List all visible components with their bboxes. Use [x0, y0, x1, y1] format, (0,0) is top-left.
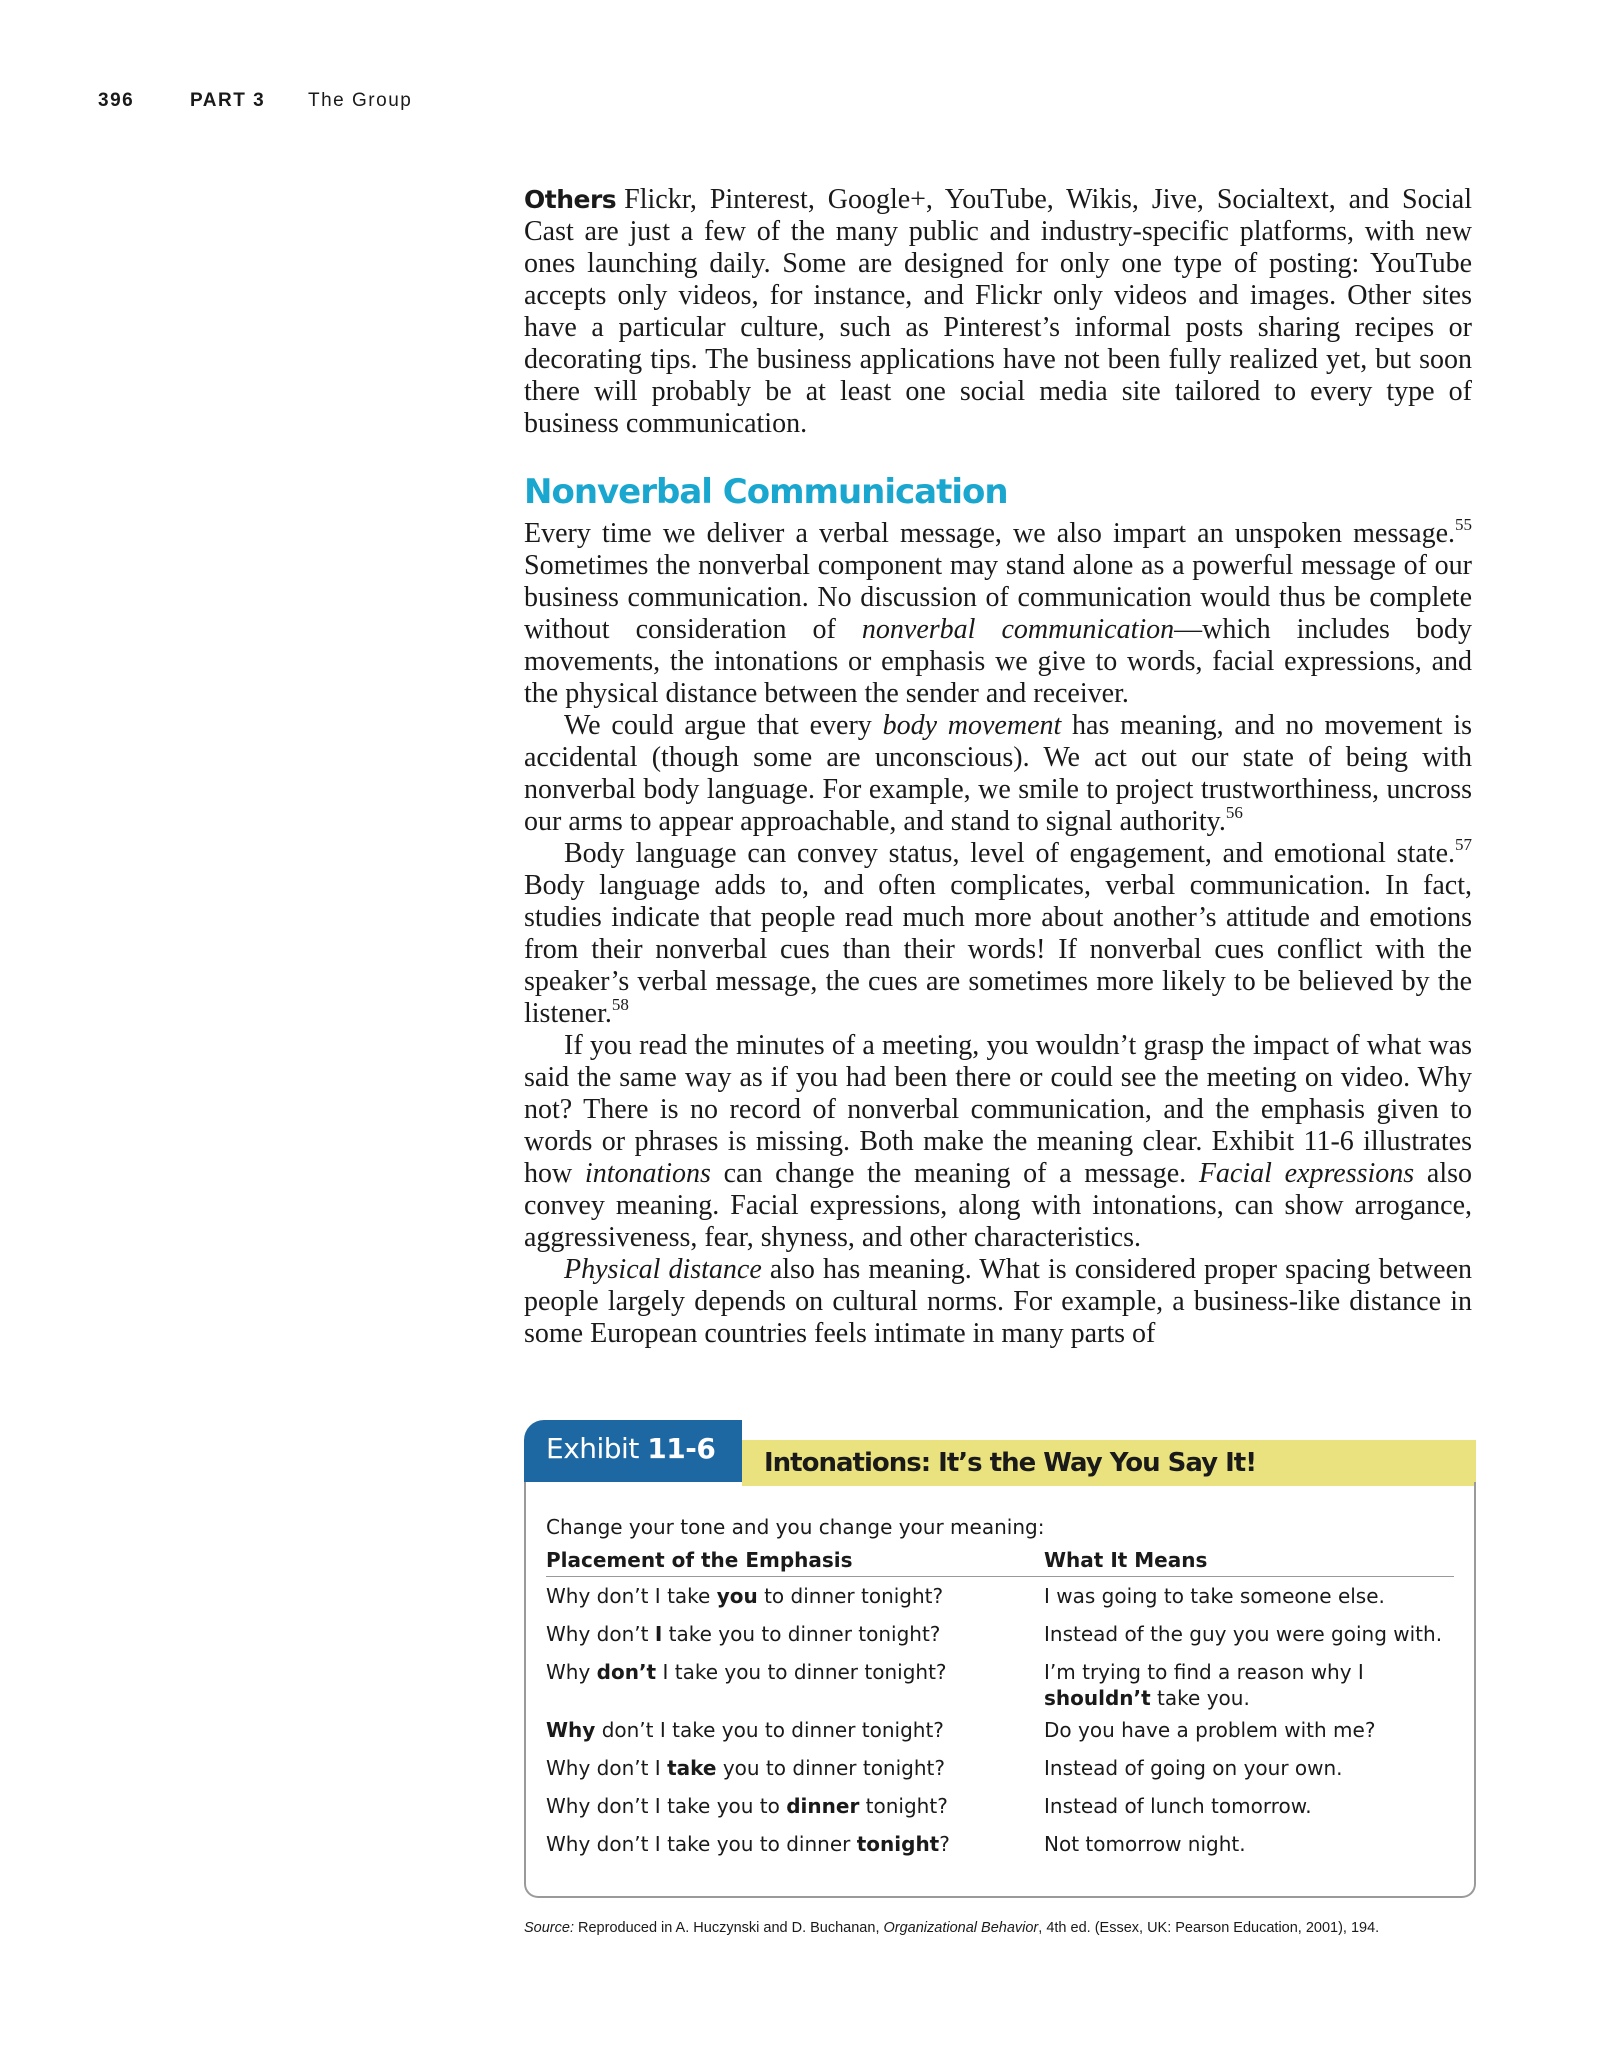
meaning: [1044, 1621, 1454, 1653]
meaning: [1044, 1755, 1454, 1787]
running-head: [98, 90, 412, 112]
endnote-ref: 56: [1225, 803, 1243, 822]
table-header: [546, 1544, 1454, 1577]
source-text: Reproduced in A. Huczynski and D. Buchanan,: [573, 1920, 884, 1936]
phrase-text: Why don’t I: [546, 1756, 668, 1780]
meaning-text: Do you have a problem with me?: [1044, 1718, 1376, 1742]
column-header-emphasis: Placement of the Emphasis: [546, 1548, 853, 1572]
page-number: 396: [98, 90, 135, 111]
text: also convey meaning. Facial expressions, along with intonations, can show arrogance, aggressiveness, fear, shyness, and other characteristics.: [524, 1158, 1472, 1253]
phrase-text: Why don’t I take you to dinner: [546, 1832, 857, 1856]
text: Body language adds to, and often complicates, verbal communication. In fact, studies indicate that people read much more about another’s attitude and emotions from their nonverbal cues than their words! If nonverbal cues conflict with the speaker’s verbal message, the cues are sometimes more likely to be believed by the listener.: [524, 870, 1472, 1029]
meaning-text: Instead of lunch tomorrow.: [1044, 1794, 1312, 1818]
emphasized-word: don’t: [596, 1660, 657, 1684]
text: can change the meaning of a message.: [710, 1158, 1199, 1189]
meaning-text: I’m trying to find a reason why I: [1044, 1660, 1364, 1684]
key-term: nonverbal communication: [861, 614, 1175, 645]
section-heading: Nonverbal Communication: [524, 472, 1008, 512]
exhibit-11-6: [524, 1420, 1476, 1898]
paragraph-3: [524, 835, 1472, 1030]
emphasized-word: I: [654, 1622, 663, 1646]
meaning: [1044, 1717, 1454, 1749]
exhibit-tab: [524, 1420, 742, 1482]
column-header-meaning: What It Means: [1044, 1548, 1208, 1572]
phrase-text: take you to dinner tonight?: [662, 1622, 941, 1646]
table-row: [546, 1787, 1454, 1825]
phrase-text: don’t I take you to dinner tonight?: [595, 1718, 944, 1742]
key-term: body movement: [882, 710, 1062, 741]
emphasized-word: take: [667, 1756, 717, 1780]
meaning: [1044, 1793, 1454, 1825]
source-text: , 4th ed. (Essex, UK: Pearson Education, 2001), 194.: [1038, 1920, 1380, 1936]
table-row: [546, 1711, 1454, 1749]
emphasis-phrase: [546, 1621, 1044, 1653]
phrase-text: Why don’t I take you to: [546, 1794, 787, 1818]
nonverbal-body: [524, 515, 1472, 1350]
paragraph-2: [524, 710, 1472, 838]
table-body: [546, 1577, 1454, 1863]
paragraph-1: [524, 515, 1472, 710]
table-row: [546, 1615, 1454, 1653]
paragraph-4: [524, 1030, 1472, 1254]
phrase-text: Why: [546, 1660, 597, 1684]
exhibit-number: 11-6: [647, 1432, 716, 1465]
table-row: [546, 1749, 1454, 1787]
emphasis-phrase: [546, 1793, 1044, 1825]
table-row: [546, 1653, 1454, 1711]
key-term: intonations: [584, 1158, 711, 1189]
exhibit-content: [546, 1510, 1454, 1863]
exhibit-source: [524, 1920, 1484, 1936]
phrase-text: I take you to dinner tonight?: [656, 1660, 947, 1684]
meaning: [1044, 1659, 1454, 1711]
text: has meaning, and no movement is accidental (though some are unconscious). We act out our state of being with nonverbal body language. For example, we smile to project trustworthiness, uncross our arms to appear approachable, and stand to signal authority.: [524, 710, 1472, 837]
text: Sometimes the nonverbal component may stand alone as a powerful message of our business communication. No discussion of communication would thus be complete without consideration of: [524, 550, 1472, 645]
meaning: [1044, 1831, 1454, 1863]
emphasized-word: dinner: [786, 1794, 860, 1818]
emphasis-phrase: [546, 1755, 1044, 1787]
meaning-text: Not tomorrow night.: [1044, 1832, 1246, 1856]
phrase-text: Why don’t I take: [546, 1584, 717, 1608]
emphasized-word: Why: [546, 1718, 596, 1742]
endnote-ref: 55: [1455, 515, 1472, 534]
part-label: PART 3: [190, 90, 266, 111]
key-term: Facial expressions: [1198, 1158, 1415, 1189]
part-title: The Group: [308, 90, 413, 111]
meaning: [1044, 1583, 1454, 1615]
others-text: Flickr, Pinterest, Google+, YouTube, Wikis, Jive, Socialtext, and Social Cast are just a few of the many public and industry-specific platforms, with new ones launching daily. Some are designed for only one type of posting: YouTube accepts only videos, for instance, and Flickr only videos and images. Other sites have a particular culture, such as Pinterest’s informal posts sharing recipes or decorating tips. The business applications have not been fully realized yet, but soon there will probably be at least one social media site tailored to every type of business communication.: [524, 184, 1472, 439]
exhibit-label: Exhibit: [546, 1432, 639, 1465]
emphasized-word: tonight: [856, 1832, 940, 1856]
exhibit-title: Intonations: It’s the Way You Say It!: [742, 1440, 1476, 1486]
text: We could argue that every: [564, 710, 883, 741]
text: also has meaning. What is considered proper spacing between people largely depends on cultural norms. For example, a business-like distance in some European countries feels intimate in many parts of: [524, 1254, 1472, 1349]
emphasis-phrase: [546, 1659, 1044, 1711]
text: If you read the minutes of a meeting, you wouldn’t grasp the impact of what was said the same way as if you had been there or could see the meeting on video. Why not? There is no record of nonverbal communication, and the emphasis given to words or phrases is missing. Both make the meaning clear. Exhibit 11-6 illustrates how: [524, 1030, 1472, 1189]
text: Body language can convey status, level of engagement, and emotional state.: [564, 838, 1455, 869]
others-section: [524, 184, 1472, 440]
phrase-text: ?: [939, 1832, 950, 1856]
table-row: [546, 1577, 1454, 1615]
text: —which includes body movements, the intonations or emphasis we give to words, facial expressions, and the physical distance between the sender and receiver.: [524, 614, 1472, 709]
meaning-text: Instead of the guy you were going with.: [1044, 1622, 1443, 1646]
others-paragraph: [524, 184, 1472, 440]
meaning-text: Instead of going on your own.: [1044, 1756, 1343, 1780]
text: Every time we deliver a verbal message, we also impart an unspoken message.: [524, 518, 1455, 549]
phrase-text: you to dinner tonight?: [716, 1756, 945, 1780]
emphasis-phrase: [546, 1831, 1044, 1863]
meaning-emphasis: shouldn’t: [1044, 1686, 1151, 1710]
key-term: Physical distance: [564, 1254, 762, 1285]
endnote-ref: 58: [611, 995, 629, 1014]
meaning-text: take you.: [1150, 1686, 1250, 1710]
exhibit-intro: Change your tone and you change your meaning:: [546, 1515, 1045, 1539]
phrase-text: Why don’t: [546, 1622, 655, 1646]
phrase-text: to dinner tonight?: [757, 1584, 944, 1608]
emphasized-word: you: [716, 1584, 758, 1608]
emphasis-phrase: [546, 1717, 1044, 1749]
emphasis-phrase: [546, 1583, 1044, 1615]
paragraph-5: [524, 1254, 1472, 1350]
table-row: [546, 1825, 1454, 1863]
endnote-ref: 57: [1455, 835, 1472, 854]
others-heading: Others: [524, 185, 617, 214]
meaning-text: I was going to take someone else.: [1044, 1584, 1385, 1608]
phrase-text: tonight?: [859, 1794, 948, 1818]
source-book-title: Organizational Behavior: [883, 1920, 1039, 1936]
source-label: Source:: [524, 1920, 574, 1936]
